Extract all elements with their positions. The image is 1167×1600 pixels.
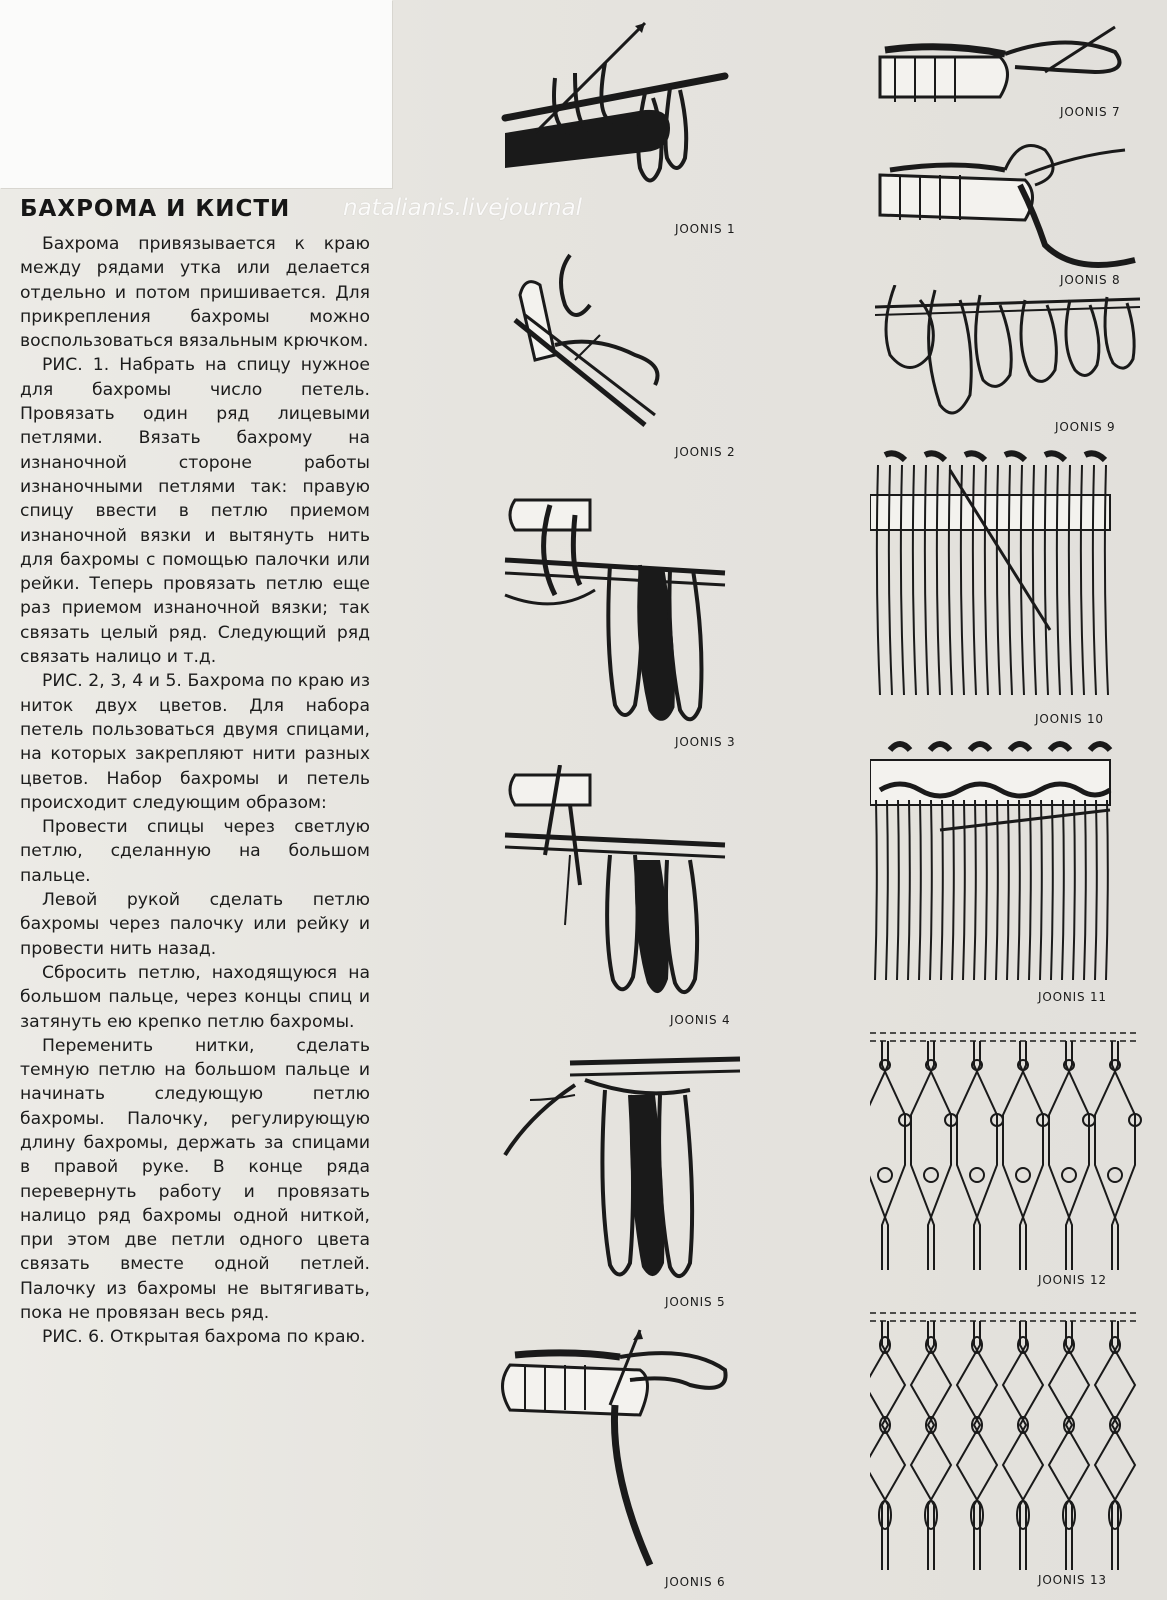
fringe-loops-icon [490,1045,745,1295]
watermark: natalianis.livejournal [343,195,583,221]
figure-joonis-8 [875,135,1145,290]
figure-joonis-13 [870,1305,1145,1595]
figure-joonis-9 [875,285,1145,445]
knotted-loops-icon [875,285,1145,425]
figure-label: JOONIS 7 [1060,105,1121,119]
figure-joonis-6 [490,1325,745,1595]
paragraph: Бахрома привязывается к краю между рядами утка или делается отдельно и потом пришивается. Для прикрепления бахромы можно воспользоваться вязальным крючком. [20,234,370,352]
paragraph: Сбросить петлю, находящуюся на большом пальце, через концы спиц и затянуть ею крепко петлю бахромы. [20,962,370,1032]
crochet-fringe-pull-icon [875,135,1145,270]
figure-joonis-11 [870,740,1145,1020]
open-fringe-stick-icon [490,1325,745,1575]
figure-joonis-4 [495,765,745,1035]
thumb-loop-needles-icon [495,245,745,435]
figure-label: JOONIS 12 [1038,1273,1107,1287]
paragraph: Провести спицы через светлую петлю, сделанную на большом пальце. [20,817,370,886]
figure-label: JOONIS 8 [1060,273,1121,287]
paragraph: РИС. 1. Набрать на спицу нужное для бахромы число петель. Провязать один ряд лицевыми петлями. Вязать бахрому на изнаночной стороне работы изнаночными петлями так: правую спицу ввести в петлю приемом изнаночной вязки и вытянуть нить для бахромы с помощью палочки или рейки. Теперь провязать петлю еще раз приемом изнаночной вязки; так связать целый ряд. Следующий ряд связать налицо и т.д. [20,355,370,668]
paragraph: РИС. 2, 3, 4 и 5. Бахрома по краю из ниток двух цветов. Для набора петель пользоваться двумя спицами, на которых закрепляют нити разных цветов. Набор бахромы и петель происходит следующим образом: [20,671,370,813]
two-color-fringe-crossed-icon [495,765,745,1015]
figure-joonis-3 [495,485,745,755]
figure-label: JOONIS 10 [1035,712,1104,726]
braided-fringe-icon [870,740,1145,995]
figure-label: JOONIS 6 [665,1575,726,1589]
figure-joonis-1 [495,18,745,236]
article-body [20,232,370,1350]
figure-label: JOONIS 2 [675,445,736,459]
figure-joonis-2 [495,245,745,460]
knitting-needle-fringe-icon [495,18,745,218]
bleed-through-text-right [800,110,880,1590]
figure-joonis-5 [490,1045,745,1315]
figure-label: JOONIS 11 [1038,990,1107,1004]
figure-label: JOONIS 3 [675,735,736,749]
page-title: БАХРОМА И КИСТИ [20,196,291,222]
figure-joonis-12 [870,1025,1145,1295]
figure-label: JOONIS 4 [670,1013,731,1027]
two-color-fringe-icon [495,485,745,735]
figure-joonis-7 [875,22,1145,127]
macrame-net-icon [870,1025,1145,1275]
figure-label: JOONIS 9 [1055,420,1116,434]
figure-joonis-10 [870,450,1145,740]
figure-label: JOONIS 13 [1038,1573,1107,1587]
paragraph: РИС. 6. Открытая бахрома по краю. [42,1327,366,1348]
long-fringe-needle-icon [870,450,1145,715]
figure-label: JOONIS 1 [675,222,736,236]
crochet-fringe-bar-icon [875,22,1145,112]
figure-label: JOONIS 5 [665,1295,726,1309]
blank-paper-patch [0,0,392,188]
paragraph: Левой рукой сделать петлю бахромы через палочку или рейку и провести нить назад. [20,890,370,959]
paragraph: Переменить нитки, сделать темную петлю на большом пальце и начинать следующую петлю бахромы. Палочку, регулирующую длину бахромы, держать за спицами в правой руке. В конце ряда перевернуть работу и провязать налицо ряд бахромы одной ниткой, при этом две петли одного цвета связать вместе одной петлей. Палочку из бахромы не вытягивать, пока не провязан весь ряд. [20,1035,370,1324]
macrame-net-wrapped-icon [870,1305,1145,1575]
